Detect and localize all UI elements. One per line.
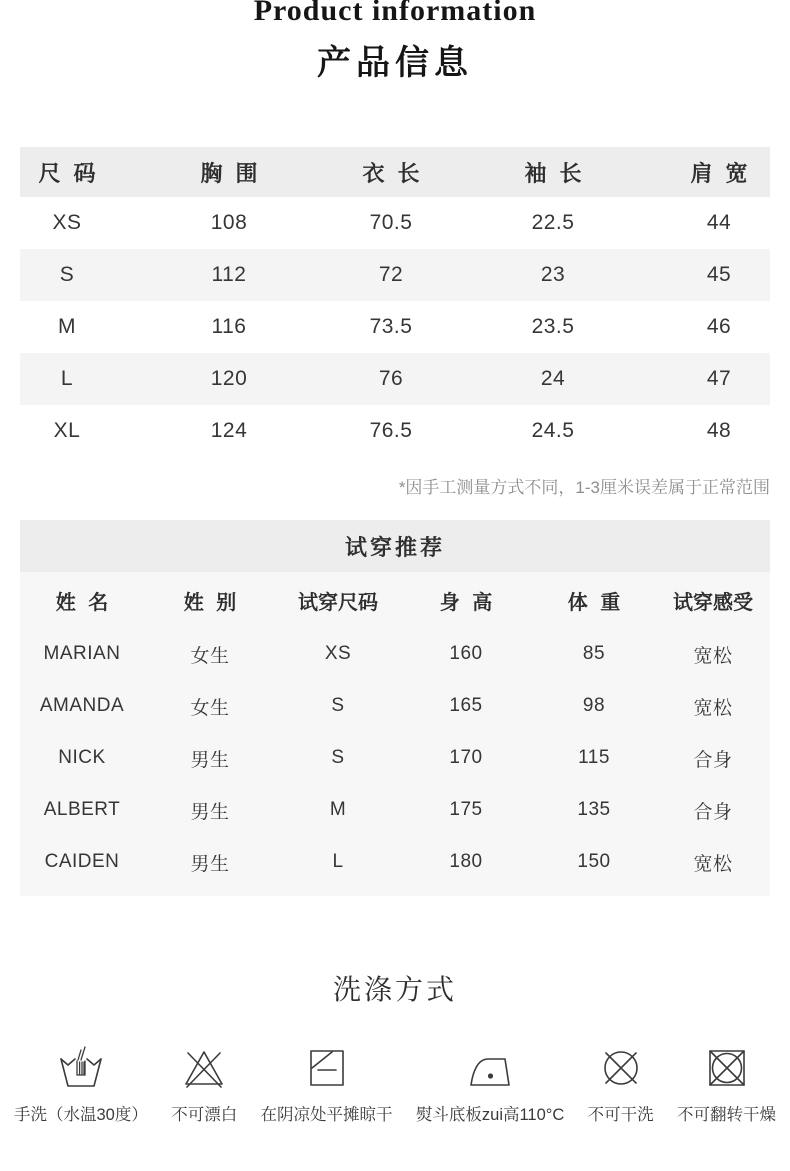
table-row (20, 680, 770, 732)
tryon-section (20, 520, 770, 896)
wash-section-title: 洗涤方式 (332, 974, 457, 1005)
size-table (20, 147, 770, 457)
table-cell: 男生 (190, 801, 230, 823)
wash-item (171, 1044, 237, 1125)
table-cell: 男生 (190, 853, 230, 875)
no-bleach-icon (180, 1044, 228, 1092)
iron-max-110-icon (466, 1044, 514, 1092)
table-cell: 48 (706, 419, 732, 442)
table-cell: 180 (449, 851, 483, 872)
table-cell: 23 (540, 263, 566, 286)
table-row (20, 732, 770, 784)
wash-item-label: 不可翻转干燥 (677, 1106, 776, 1124)
wash-item-label: 不可漂白 (171, 1106, 238, 1124)
table-cell: XS (324, 643, 352, 664)
table-cell: 170 (449, 747, 483, 768)
table-cell: 98 (582, 695, 606, 716)
table-cell: 24.5 (531, 419, 575, 442)
table-cell: 175 (449, 799, 483, 820)
table-cell: M (329, 799, 347, 820)
table-cell: S (59, 263, 75, 286)
table-cell: 46 (706, 315, 732, 338)
wash-item (261, 1044, 393, 1125)
table-cell: 72 (378, 263, 404, 286)
wash-item-label: 不可干洗 (587, 1106, 654, 1124)
table-cell: 116 (211, 315, 247, 338)
column-header: 姓 名 (55, 591, 109, 614)
wash-item-label: 手洗（水温30度） (14, 1106, 148, 1124)
wash-instructions (14, 1044, 776, 1125)
table-row (20, 405, 770, 457)
table-cell: S (331, 695, 345, 716)
table-cell: CAIDEN (44, 851, 120, 872)
table-cell: L (60, 367, 74, 390)
table-cell: NICK (58, 747, 106, 768)
table-cell: MARIAN (43, 643, 121, 664)
table-cell: 115 (578, 747, 610, 768)
table-cell: 47 (706, 367, 732, 390)
table-cell: 女生 (190, 645, 230, 667)
table-row (20, 836, 770, 888)
table-cell: 160 (449, 643, 483, 664)
table-cell: 44 (706, 211, 732, 234)
column-header: 体 重 (567, 591, 621, 614)
table-row (20, 197, 770, 249)
table-cell: 73.5 (369, 315, 413, 338)
table-cell: 135 (577, 799, 611, 820)
table-cell: 70.5 (369, 211, 413, 234)
table-cell: 宽松 (693, 645, 733, 667)
table-cell: M (58, 315, 76, 338)
table-cell: 宽松 (693, 697, 733, 719)
table-row (20, 353, 770, 405)
table-cell: 23.5 (531, 315, 575, 338)
table-cell: ALBERT (43, 799, 121, 820)
column-header: 试穿感受 (673, 591, 753, 614)
column-header: 试穿尺码 (298, 591, 378, 614)
table-row (20, 784, 770, 836)
table-cell: 22.5 (531, 211, 575, 234)
size-table-header-row (20, 147, 770, 197)
wash-item (677, 1044, 776, 1125)
table-cell: XS (52, 211, 82, 234)
tryon-section-title-band (20, 520, 770, 572)
table-cell: 24 (540, 367, 566, 390)
table-cell: 112 (211, 263, 247, 286)
tryon-section-title: 试穿推荐 (344, 534, 445, 560)
table-cell: L (332, 851, 344, 872)
table-cell: 150 (577, 851, 611, 872)
measurement-note: *因手工测量方式不同，1-3厘米误差属于正常范围 (398, 478, 770, 497)
table-cell: S (331, 747, 345, 768)
no-tumble-dry-icon (703, 1044, 751, 1092)
table-cell: AMANDA (39, 695, 125, 716)
tryon-header-row (20, 572, 770, 628)
table-row (20, 249, 770, 301)
table-cell: 165 (449, 695, 483, 716)
table-cell: 男生 (190, 749, 230, 771)
page-title-english: Product information (253, 0, 537, 27)
table-cell: 合身 (693, 749, 733, 771)
wash-item (14, 1044, 148, 1125)
wash-item-label: 在阴凉处平摊晾干 (260, 1106, 393, 1124)
wash-item-label: 熨斗底板zui高110°C (415, 1106, 565, 1124)
table-cell: 76.5 (369, 419, 413, 442)
table-cell: 124 (210, 419, 248, 442)
dry-flat-shade-icon (303, 1044, 351, 1092)
page-header (0, 0, 790, 84)
table-row (20, 301, 770, 353)
table-cell: 女生 (190, 697, 230, 719)
table-cell: 85 (582, 643, 606, 664)
table-row (20, 628, 770, 680)
table-cell: 108 (210, 211, 248, 234)
table-cell: 宽松 (693, 853, 733, 875)
tryon-table (20, 572, 770, 896)
column-header: 肩 宽 (690, 160, 748, 186)
column-header: 身 高 (439, 591, 493, 614)
table-cell: 合身 (693, 801, 733, 823)
wash-item (588, 1044, 654, 1125)
table-cell: 120 (210, 367, 248, 390)
hand-wash-icon (57, 1044, 105, 1092)
column-header: 胸 围 (200, 160, 258, 186)
wash-item (416, 1044, 564, 1125)
column-header: 衣 长 (362, 160, 420, 186)
no-dry-clean-icon (597, 1044, 645, 1092)
column-header: 袖 长 (524, 160, 582, 186)
table-cell: 45 (706, 263, 732, 286)
table-cell: XL (53, 419, 81, 442)
column-header: 姓 别 (183, 591, 237, 614)
table-cell: 76 (378, 367, 404, 390)
column-header: 尺 码 (38, 160, 96, 186)
page-title-chinese: 产品信息 (317, 44, 473, 82)
